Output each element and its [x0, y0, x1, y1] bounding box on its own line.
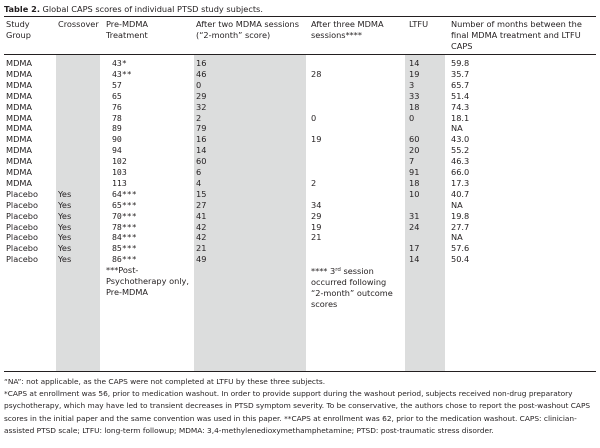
- cell-months: 17.3: [451, 177, 470, 188]
- cell-pre-mdma: 90: [112, 134, 122, 145]
- cell-crossover: Yes: [58, 243, 72, 254]
- cell-ltfu: 3: [409, 79, 415, 90]
- cell-study-group: Placebo: [6, 188, 38, 199]
- cell-two-sessions: 16: [196, 58, 207, 68]
- cell-three-sessions: 29: [311, 210, 322, 221]
- cell-two-sessions: 49: [196, 254, 207, 265]
- cell-study-group: MDMA: [6, 156, 33, 167]
- table-footnotes: [4, 376, 596, 437]
- header-study-group: Study Group: [6, 19, 31, 40]
- cell-three-sessions: 19: [311, 221, 322, 232]
- table-note-three-sup: rd: [335, 267, 341, 273]
- cell-two-sessions: 0: [196, 79, 202, 90]
- cell-months: NA: [451, 232, 463, 243]
- table-header-rule: [4, 54, 596, 55]
- cell-two-sessions: 14: [196, 145, 207, 156]
- cell-pre-mdma: 64***: [112, 188, 137, 199]
- table-caption-label: Table 2.: [4, 4, 40, 14]
- cell-months: 40.7: [451, 188, 470, 199]
- header-three-sessions: After three MDMA sessions****: [311, 19, 384, 40]
- table-note-three-prefix: **** 3: [311, 266, 336, 276]
- cell-study-group: Placebo: [6, 210, 38, 221]
- header-two-sessions: After two MDMA sessions (“2-month” score): [196, 19, 299, 40]
- cell-two-sessions: 42: [196, 232, 207, 243]
- cell-pre-mdma: 70***: [112, 210, 137, 221]
- cell-months: 65.7: [451, 79, 470, 90]
- cell-three-sessions: 28: [311, 68, 322, 79]
- table-note-three-rest: session occurred following “2-month” outcome scores: [311, 266, 393, 309]
- cell-two-sessions: 4: [196, 177, 202, 188]
- cell-ltfu: 19: [409, 68, 420, 79]
- cell-study-group: Placebo: [6, 254, 38, 265]
- cell-ltfu: 10: [409, 188, 420, 199]
- cell-three-sessions: 21: [311, 232, 322, 243]
- cell-pre-mdma: 78: [112, 112, 122, 123]
- cell-three-sessions: 2: [311, 177, 317, 188]
- cell-study-group: MDMA: [6, 79, 33, 90]
- cell-study-group: MDMA: [6, 177, 33, 188]
- cell-study-group: Placebo: [6, 199, 38, 210]
- cell-two-sessions: 21: [196, 243, 207, 254]
- header-pre-mdma: Pre-MDMA Treatment: [106, 19, 149, 40]
- cell-two-sessions: 16: [196, 134, 207, 145]
- cell-two-sessions: 42: [196, 221, 207, 232]
- cell-pre-mdma: 65: [112, 90, 122, 101]
- cell-pre-mdma: 84***: [112, 232, 137, 243]
- header-crossover: Crossover: [58, 19, 99, 29]
- cell-pre-mdma: 78***: [112, 221, 137, 232]
- cell-two-sessions: 79: [196, 123, 207, 134]
- cell-three-sessions: 34: [311, 199, 322, 210]
- cell-two-sessions: 27: [196, 199, 207, 210]
- cell-months: 55.2: [451, 145, 470, 156]
- table-note-pre: ***Post-Psychotherapy only, Pre-MDMA: [106, 265, 189, 297]
- cell-ltfu: 60: [409, 134, 420, 145]
- cell-pre-mdma: 43*: [112, 58, 127, 68]
- cell-months: 46.3: [451, 156, 470, 167]
- cell-study-group: MDMA: [6, 112, 33, 123]
- cell-crossover: Yes: [58, 210, 72, 221]
- header-ltfu: LTFU: [409, 19, 429, 29]
- table-top-rule: [4, 16, 596, 17]
- cell-study-group: MDMA: [6, 145, 33, 156]
- cell-ltfu: 18: [409, 177, 420, 188]
- cell-months: 51.4: [451, 90, 470, 101]
- cell-months: 66.0: [451, 167, 470, 177]
- cell-months: 18.1: [451, 112, 470, 123]
- cell-pre-mdma: 85***: [112, 243, 137, 254]
- cell-months: 19.8: [451, 210, 470, 221]
- footnote-na: “NA”: not applicable, as the CAPS were not completed at LTFU by these three subjects.: [4, 377, 326, 386]
- cell-study-group: Placebo: [6, 243, 38, 254]
- column-shade-two-sessions: [194, 55, 306, 371]
- cell-pre-mdma: 65***: [112, 199, 137, 210]
- cell-pre-mdma: 102: [112, 156, 127, 167]
- cell-pre-mdma: 103: [112, 167, 127, 177]
- cell-two-sessions: 29: [196, 90, 207, 101]
- cell-months: NA: [451, 123, 463, 134]
- cell-pre-mdma: 86***: [112, 254, 137, 265]
- cell-months: 74.3: [451, 101, 470, 112]
- cell-crossover: Yes: [58, 254, 72, 265]
- cell-ltfu: 18: [409, 101, 420, 112]
- cell-pre-mdma: 57: [112, 79, 122, 90]
- cell-ltfu: 17: [409, 243, 420, 254]
- cell-two-sessions: 15: [196, 188, 207, 199]
- cell-pre-mdma: 94: [112, 145, 122, 156]
- cell-crossover: Yes: [58, 221, 72, 232]
- cell-two-sessions: 60: [196, 156, 207, 167]
- cell-pre-mdma: 43**: [112, 68, 132, 79]
- cell-crossover: Yes: [58, 188, 72, 199]
- cell-ltfu: 14: [409, 254, 420, 265]
- table-caption-text: Global CAPS scores of individual PTSD study subjects.: [42, 4, 263, 14]
- cell-ltfu: 31: [409, 210, 420, 221]
- cell-months: 27.7: [451, 221, 470, 232]
- cell-study-group: MDMA: [6, 134, 33, 145]
- cell-ltfu: 24: [409, 221, 420, 232]
- cell-ltfu: 91: [409, 167, 420, 177]
- cell-months: 35.7: [451, 68, 470, 79]
- cell-study-group: Placebo: [6, 221, 38, 232]
- cell-ltfu: 7: [409, 156, 415, 167]
- cell-study-group: MDMA: [6, 68, 33, 79]
- cell-three-sessions: 0: [311, 112, 317, 123]
- cell-crossover: Yes: [58, 232, 72, 243]
- cell-two-sessions: 32: [196, 101, 207, 112]
- cell-months: 59.8: [451, 58, 470, 68]
- cell-crossover: Yes: [58, 199, 72, 210]
- cell-study-group: MDMA: [6, 123, 33, 134]
- cell-months: 43.0: [451, 134, 470, 145]
- table-note-three-sessions: [311, 265, 401, 310]
- cell-two-sessions: 6: [196, 167, 202, 177]
- cell-months: 50.4: [451, 254, 470, 265]
- cell-ltfu: 0: [409, 112, 415, 123]
- cell-two-sessions: 41: [196, 210, 207, 221]
- cell-months: NA: [451, 199, 463, 210]
- cell-study-group: Placebo: [6, 232, 38, 243]
- cell-study-group: MDMA: [6, 167, 33, 177]
- cell-ltfu: 14: [409, 58, 420, 68]
- cell-study-group: MDMA: [6, 90, 33, 101]
- cell-study-group: MDMA: [6, 58, 33, 68]
- cell-ltfu: 33: [409, 90, 420, 101]
- table-caption: [4, 3, 263, 15]
- header-months: Number of months between the final MDMA treatment and LTFU CAPS: [451, 19, 582, 51]
- cell-months: 57.6: [451, 243, 470, 254]
- cell-pre-mdma: 76: [112, 101, 122, 112]
- footnote-abbreviations: *CAPS at enrollment was 56, prior to medication washout. In order to provide support during the washout period, subjects received non-drug preparatory psychotherapy, which may have led to transient decreases in PTSD symptom severity. To be conservative, the authors chose to report the post-washout CAPS scores in the initial paper and the same convention was used in this paper. **CAPS at enrollment was 62, prior to the medication washout. CAPS: clinician-assisted PTSD scale; LTFU: long-term followup; MDMA: 3,4-methylenedioxymethamphetamine; PTSD: post-traumatic stress disorder.: [4, 389, 591, 435]
- table-bottom-rule: [4, 371, 596, 372]
- cell-three-sessions: 19: [311, 134, 322, 145]
- cell-ltfu: 20: [409, 145, 420, 156]
- cell-two-sessions: 46: [196, 68, 207, 79]
- cell-pre-mdma: 89: [112, 123, 122, 134]
- cell-pre-mdma: 113: [112, 177, 127, 188]
- cell-two-sessions: 2: [196, 112, 202, 123]
- cell-study-group: MDMA: [6, 101, 33, 112]
